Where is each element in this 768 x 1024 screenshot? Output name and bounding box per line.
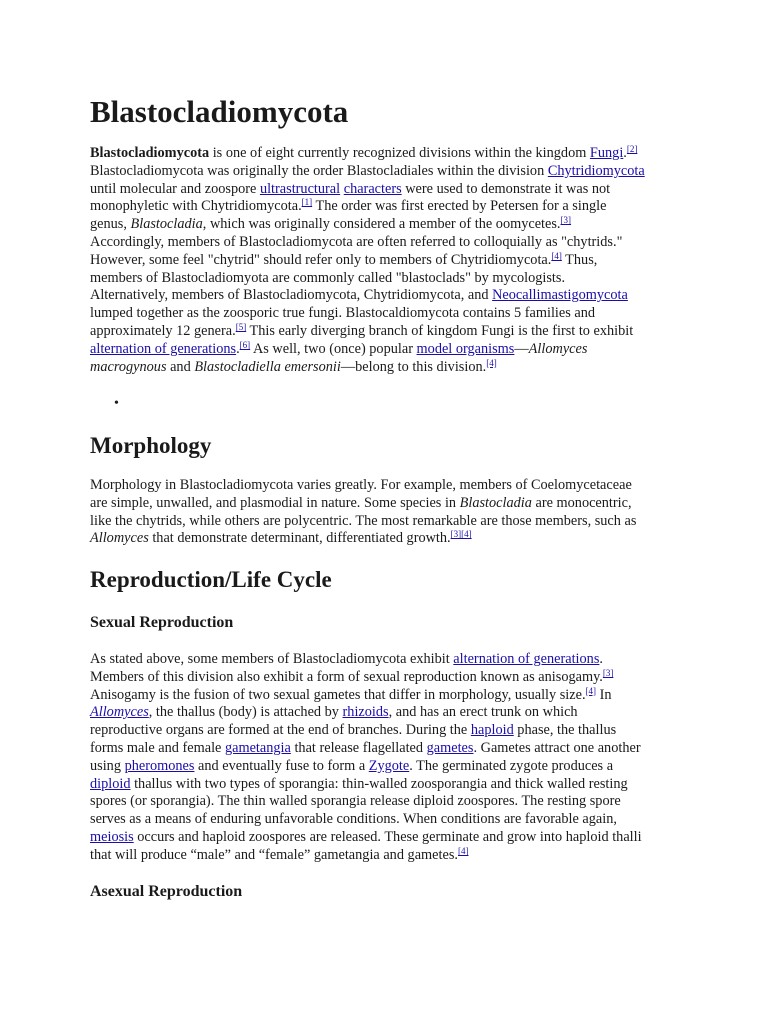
text: . The germinated zygote produces a bbox=[409, 757, 614, 774]
bullet-point: • bbox=[114, 396, 119, 411]
text: As stated above, some members of Blastocladiomycota exhibit bbox=[90, 651, 454, 667]
text: approximately 12 genera. bbox=[90, 322, 236, 339]
text-line bbox=[90, 234, 680, 252]
link-alternation-of-generations[interactable]: alternation of generations bbox=[453, 651, 600, 667]
link-haploid[interactable]: haploid bbox=[470, 722, 514, 739]
text: monophyletic with Chytridiomycota. bbox=[90, 198, 302, 215]
citation-link[interactable]: [3] bbox=[602, 667, 614, 678]
text-line bbox=[90, 287, 680, 305]
text: and eventually fuse to form a bbox=[194, 757, 369, 774]
link-model-organisms[interactable]: model organisms bbox=[416, 340, 515, 357]
italic-term: Allomyces bbox=[90, 530, 149, 547]
link-gametangia[interactable]: gametangia bbox=[224, 739, 291, 756]
text-line bbox=[90, 740, 680, 758]
sexual-reproduction-paragraph bbox=[90, 651, 680, 865]
text: . bbox=[599, 651, 603, 667]
text: that will produce “male” and “female” gametangia and gametes. bbox=[90, 846, 458, 863]
subsection-heading-asexual: Asexual Reproduction bbox=[90, 883, 243, 900]
text-line bbox=[90, 758, 680, 776]
link-fungi[interactable]: Fungi bbox=[589, 145, 624, 161]
citation-link[interactable]: [4] bbox=[585, 685, 597, 696]
text: spores (or sporangia). The thin walled sporangia release diploid zoospores. The resting spore bbox=[90, 793, 621, 810]
text: that demonstrate determinant, differentiated growth. bbox=[148, 530, 451, 547]
text: until molecular and zoospore bbox=[90, 180, 260, 197]
link-chytridiomycota[interactable]: Chytridiomycota bbox=[547, 162, 645, 179]
text-line bbox=[90, 495, 680, 513]
text-line bbox=[90, 793, 680, 811]
citation-link[interactable]: [4] bbox=[457, 845, 469, 856]
text: Blastocladiomycota was originally the order Blastocladiales within the division bbox=[90, 162, 548, 179]
subsection-heading-sexual: Sexual Reproduction bbox=[90, 614, 234, 631]
text-line bbox=[90, 305, 680, 323]
text: , and has an erect trunk on which bbox=[388, 704, 578, 721]
citation-link[interactable]: [3] bbox=[560, 215, 572, 226]
text: thallus with two types of sporangia: thin-walled zoosporangia and thick walled resting bbox=[130, 775, 628, 792]
link-rhizoids[interactable]: rhizoids bbox=[342, 704, 389, 721]
text: are simple, unwalled, and plasmodial in nature. Some species in bbox=[90, 494, 460, 511]
text: Morphology in Blastocladiomycota varies greatly. For example, members of Coelomycetaceae bbox=[90, 477, 632, 493]
text-line bbox=[90, 216, 680, 234]
italic-term: Blastocladiella emersonii bbox=[194, 358, 341, 375]
text: Thus, bbox=[561, 251, 598, 268]
text-line bbox=[90, 829, 680, 847]
link-diploid[interactable]: diploid bbox=[90, 775, 131, 792]
text: . bbox=[623, 145, 627, 161]
italic-term: Blastocladia bbox=[130, 216, 203, 233]
text: is one of eight currently recognized divisions within the kingdom bbox=[209, 145, 590, 161]
text: The order was first erected by Petersen for a single bbox=[312, 198, 607, 215]
text: and bbox=[166, 358, 195, 375]
text: Accordingly, members of Blastocladiomycota are often referred to colloquially as "chytrids." bbox=[90, 233, 623, 250]
link-neocallimastigomycota[interactable]: Neocallimastigomycota bbox=[492, 287, 628, 304]
text: serves as a means of enduring unfavorable conditions. When conditions are favorable again, bbox=[90, 811, 617, 828]
text: genus, bbox=[90, 216, 131, 233]
text: were used to demonstrate it was not bbox=[401, 180, 611, 197]
text-line bbox=[90, 252, 680, 270]
text: are monocentric, bbox=[531, 494, 632, 511]
citation-link[interactable]: [1] bbox=[301, 197, 313, 208]
section-heading-morphology: Morphology bbox=[90, 433, 212, 458]
text: In bbox=[596, 686, 612, 703]
link-meiosis[interactable]: meiosis bbox=[90, 828, 134, 845]
text-line bbox=[90, 163, 680, 181]
text: lumped together as the zoosporic true fungi. Blastocaldiomycota contains 5 families and bbox=[90, 305, 596, 322]
text: . bbox=[236, 340, 240, 357]
text-line bbox=[90, 270, 680, 288]
text-line bbox=[90, 811, 680, 829]
page-title: Blastocladiomycota bbox=[90, 94, 349, 129]
morphology-paragraph bbox=[90, 477, 680, 548]
intro-paragraph bbox=[90, 145, 680, 376]
link-allomyces[interactable]: Allomyces bbox=[90, 704, 149, 721]
text: occurs and haploid zoospores are released. These germinate and grow into haploid thalli bbox=[133, 828, 642, 845]
text: forms male and female bbox=[90, 739, 225, 756]
text: —belong to this division. bbox=[340, 358, 487, 375]
link-zygote[interactable]: Zygote bbox=[368, 757, 410, 774]
text: , the thallus (body) is attached by bbox=[148, 704, 343, 721]
text-line bbox=[90, 530, 680, 548]
text-line bbox=[90, 651, 680, 669]
text-line bbox=[90, 341, 680, 359]
italic-term: macrogynous bbox=[90, 358, 167, 375]
citation-link[interactable]: [4] bbox=[486, 357, 497, 368]
text: Alternatively, members of Blastocladiomycota, Chytridiomycota, and bbox=[90, 287, 493, 304]
link-gametes[interactable]: gametes bbox=[426, 739, 474, 756]
text: Members of this division also exhibit a form of sexual reproduction known as anisogamy. bbox=[90, 668, 603, 685]
text: — bbox=[514, 340, 529, 357]
text-line bbox=[90, 513, 680, 531]
text-line bbox=[90, 198, 680, 216]
text-line bbox=[90, 323, 680, 341]
text-line bbox=[90, 477, 680, 495]
text-line bbox=[90, 687, 680, 705]
text: reproductive organs are formed at the end of branches. During the bbox=[90, 722, 471, 739]
text: . Gametes attract one another bbox=[473, 739, 641, 756]
text: However, some feel "chytrid" should refer only to members of Chytridiomycota. bbox=[90, 251, 552, 268]
text: using bbox=[90, 757, 125, 774]
link-characters[interactable]: characters bbox=[343, 180, 402, 197]
text-line bbox=[90, 704, 680, 722]
text: , which was originally considered a member of the oomycetes. bbox=[202, 216, 561, 233]
link-alternation-of-generations[interactable]: alternation of generations bbox=[90, 340, 237, 357]
bold-term: Blastocladiomycota bbox=[90, 145, 210, 161]
link-ultrastructural[interactable]: ultrastructural bbox=[259, 180, 341, 197]
text: phase, the thallus bbox=[513, 722, 617, 739]
link-pheromones[interactable]: pheromones bbox=[124, 757, 195, 774]
section-heading-reproduction: Reproduction/Life Cycle bbox=[90, 567, 332, 592]
text: like the chytrids, while others are polycentric. The most remarkable are those members, such as bbox=[90, 512, 637, 529]
text-line bbox=[90, 181, 680, 199]
text: This early diverging branch of kingdom Fungi is the first to exhibit bbox=[246, 322, 634, 339]
text-line bbox=[90, 776, 680, 794]
italic-term: Allomyces bbox=[528, 340, 588, 357]
text: that release flagellated bbox=[290, 739, 427, 756]
text: Anisogamy is the fusion of two sexual gametes that differ in morphology, usually size. bbox=[90, 686, 586, 703]
citation-link[interactable]: [6] bbox=[239, 339, 251, 350]
citation-link[interactable]: [5] bbox=[235, 321, 247, 332]
text-line bbox=[90, 359, 680, 377]
text-line bbox=[90, 669, 680, 687]
citation-link[interactable]: [3][4] bbox=[450, 529, 472, 540]
text: As well, two (once) popular bbox=[250, 340, 417, 357]
text: members of Blastocladiomyota are commonly called "blastoclads" by mycologists. bbox=[90, 269, 566, 286]
italic-term: Blastocladia bbox=[459, 494, 532, 511]
citation-link[interactable]: [4] bbox=[551, 250, 562, 261]
text-line bbox=[90, 145, 680, 163]
text-line bbox=[90, 722, 680, 740]
citation-link[interactable]: [2] bbox=[626, 144, 638, 154]
text-line bbox=[90, 847, 680, 865]
